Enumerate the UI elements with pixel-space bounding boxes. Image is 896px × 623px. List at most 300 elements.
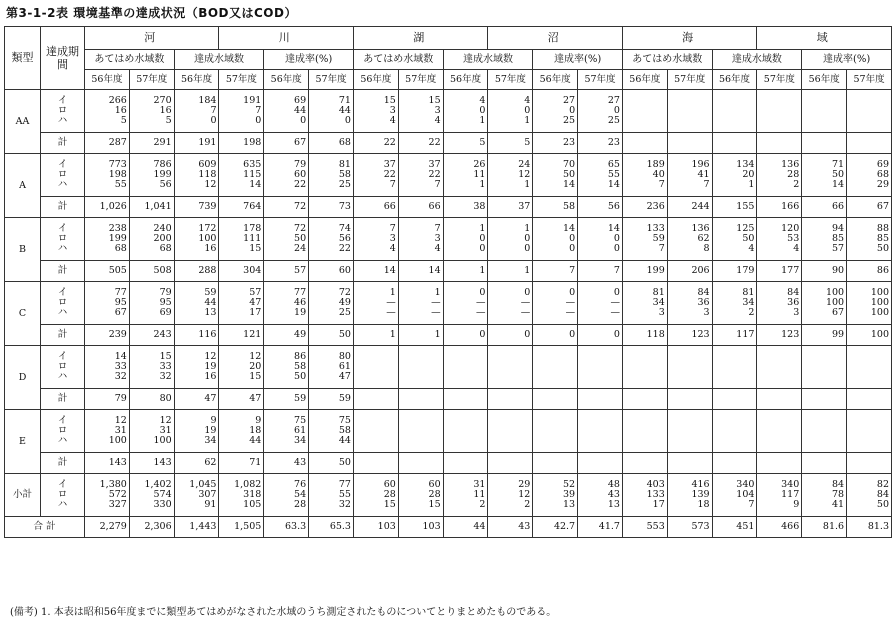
cell-value: 84 bbox=[787, 287, 800, 298]
cell-value: 111 bbox=[243, 233, 262, 244]
header-year: 56年度 bbox=[174, 70, 219, 90]
cell-value: 136 bbox=[691, 223, 710, 234]
cell-value: 12 bbox=[518, 489, 531, 500]
total-cell bbox=[443, 389, 488, 410]
period-cell bbox=[41, 218, 85, 261]
cell-value: 2 bbox=[479, 499, 486, 510]
cell-value: 0 bbox=[479, 233, 486, 244]
cell-value: 13 bbox=[204, 307, 217, 318]
cell-value: 7 bbox=[389, 223, 396, 234]
cell-value: 58 bbox=[338, 169, 351, 180]
cell-value: 4 bbox=[434, 115, 441, 126]
data-cell bbox=[622, 474, 667, 517]
cell-value: 14 bbox=[563, 179, 576, 190]
data-cell bbox=[174, 474, 219, 517]
total-cell: 50 bbox=[309, 325, 354, 346]
cell-value: 14 bbox=[831, 179, 845, 190]
data-cell bbox=[712, 410, 757, 453]
period-label: ハ bbox=[57, 371, 68, 382]
total-cell: 287 bbox=[85, 133, 130, 154]
total-cell: 7 bbox=[578, 261, 623, 282]
cell-value: 91 bbox=[204, 499, 217, 510]
cell-value: 15 bbox=[249, 371, 262, 382]
cell-value: 94 bbox=[831, 223, 845, 234]
cell-value: 62 bbox=[697, 233, 710, 244]
data-cell bbox=[622, 410, 667, 453]
data-cell bbox=[129, 218, 174, 261]
grand-total-cell: 42.7 bbox=[533, 517, 578, 538]
cell-value: 0 bbox=[210, 115, 217, 126]
data-cell bbox=[802, 474, 847, 517]
grand-total-cell: 1,443 bbox=[174, 517, 219, 538]
cell-value: 100 bbox=[153, 435, 172, 446]
cell-value: 78 bbox=[831, 489, 845, 500]
cell-value: 136 bbox=[781, 159, 800, 170]
grand-total-cell: 553 bbox=[622, 517, 667, 538]
cell-value: 100 bbox=[870, 287, 889, 298]
cell-value: 56 bbox=[338, 233, 351, 244]
cell-value: 1 bbox=[389, 287, 396, 298]
header-group: あてはめ水域数 bbox=[622, 50, 712, 70]
cell-value: 79 bbox=[294, 159, 307, 170]
type-cell: C bbox=[5, 282, 41, 346]
cell-value: 44 bbox=[204, 297, 217, 308]
cell-value: 340 bbox=[736, 479, 755, 490]
total-cell: 117 bbox=[712, 325, 757, 346]
cell-value: 1 bbox=[434, 287, 441, 298]
total-cell bbox=[667, 133, 712, 154]
data-cell bbox=[353, 218, 398, 261]
cell-value: 27 bbox=[607, 95, 620, 106]
header-year: 56年度 bbox=[802, 70, 847, 90]
total-cell: 239 bbox=[85, 325, 130, 346]
cell-value: 4 bbox=[389, 115, 396, 126]
total-cell bbox=[802, 389, 847, 410]
grand-total-cell: 43 bbox=[488, 517, 533, 538]
header-year: 56年度 bbox=[443, 70, 488, 90]
data-cell bbox=[85, 154, 130, 197]
period-label: イ bbox=[57, 95, 68, 106]
data-cell bbox=[847, 282, 892, 325]
cell-value: 2 bbox=[748, 307, 755, 318]
cell-value: 33 bbox=[159, 361, 172, 372]
cell-value: 20 bbox=[742, 169, 755, 180]
data-cell bbox=[578, 218, 623, 261]
period-cell bbox=[41, 410, 85, 453]
cell-value: 81 bbox=[338, 159, 351, 170]
cell-value: 14 bbox=[563, 223, 576, 234]
header-year: 57年度 bbox=[488, 70, 533, 90]
total-cell: 1,026 bbox=[85, 197, 130, 218]
cell-value: 7 bbox=[210, 105, 217, 116]
header-region: 湖 bbox=[353, 27, 487, 50]
cell-value: 69 bbox=[294, 95, 307, 106]
header-year: 57年度 bbox=[757, 70, 802, 90]
header-year: 57年度 bbox=[578, 70, 623, 90]
cell-value: 7 bbox=[434, 223, 441, 234]
cell-value: 59 bbox=[204, 287, 217, 298]
data-cell bbox=[667, 346, 712, 389]
cell-value: 0 bbox=[524, 105, 531, 116]
header-group: 達成率(%) bbox=[533, 50, 623, 70]
cell-value: 54 bbox=[294, 489, 307, 500]
data-cell bbox=[757, 474, 802, 517]
total-cell: 71 bbox=[219, 453, 264, 474]
period-label: イ bbox=[57, 351, 68, 362]
cell-value: 115 bbox=[243, 169, 262, 180]
data-cell bbox=[309, 90, 354, 133]
total-cell: 508 bbox=[129, 261, 174, 282]
data-cell bbox=[488, 474, 533, 517]
grand-total-cell: 63.3 bbox=[264, 517, 309, 538]
cell-value: 95 bbox=[159, 297, 172, 308]
cell-value: 74 bbox=[338, 223, 351, 234]
cell-value: 184 bbox=[198, 95, 217, 106]
total-cell: 123 bbox=[667, 325, 712, 346]
header-group: 達成水域数 bbox=[443, 50, 533, 70]
cell-value: 0 bbox=[613, 287, 620, 298]
data-cell bbox=[174, 154, 219, 197]
total-cell bbox=[667, 453, 712, 474]
cell-value: 118 bbox=[198, 169, 217, 180]
data-cell bbox=[667, 410, 712, 453]
cell-value: 3 bbox=[434, 105, 441, 116]
data-cell bbox=[264, 90, 309, 133]
cell-value: 7 bbox=[748, 499, 755, 510]
total-cell: 58 bbox=[533, 197, 578, 218]
grand-total-cell: 41.7 bbox=[578, 517, 623, 538]
cell-value: 318 bbox=[243, 489, 262, 500]
total-cell: 198 bbox=[219, 133, 264, 154]
cell-value: 12 bbox=[518, 169, 531, 180]
header-year: 56年度 bbox=[264, 70, 309, 90]
total-cell bbox=[488, 453, 533, 474]
total-cell: 49 bbox=[264, 325, 309, 346]
cell-value: 85 bbox=[831, 233, 845, 244]
cell-value: 52 bbox=[563, 479, 576, 490]
total-cell: 1 bbox=[353, 325, 398, 346]
cell-value: 134 bbox=[736, 159, 755, 170]
total-cell: 14 bbox=[398, 261, 443, 282]
cell-value: 9 bbox=[255, 415, 262, 426]
cell-value: 12 bbox=[204, 351, 217, 362]
cell-value: 60 bbox=[383, 479, 396, 490]
total-cell: 177 bbox=[757, 261, 802, 282]
cell-value: 84 bbox=[697, 287, 710, 298]
cell-value: 44 bbox=[338, 435, 351, 446]
data-cell bbox=[264, 346, 309, 389]
total-cell: 47 bbox=[174, 389, 219, 410]
data-cell bbox=[85, 90, 130, 133]
total-cell: 80 bbox=[129, 389, 174, 410]
total-cell: 43 bbox=[264, 453, 309, 474]
total-cell: 179 bbox=[712, 261, 757, 282]
cell-value: 19 bbox=[204, 361, 217, 372]
total-cell: 22 bbox=[398, 133, 443, 154]
cell-value: 270 bbox=[153, 95, 172, 106]
header-group: 達成率(%) bbox=[264, 50, 354, 70]
cell-value: 0 bbox=[524, 233, 531, 244]
header-group: 達成水域数 bbox=[174, 50, 264, 70]
data-cell bbox=[443, 90, 488, 133]
data-cell bbox=[398, 346, 443, 389]
total-cell: 38 bbox=[443, 197, 488, 218]
total-cell bbox=[443, 453, 488, 474]
cell-value: 36 bbox=[787, 297, 800, 308]
data-cell bbox=[264, 474, 309, 517]
total-cell: 99 bbox=[802, 325, 847, 346]
header-group: あてはめ水域数 bbox=[85, 50, 175, 70]
grand-total-cell: 1,505 bbox=[219, 517, 264, 538]
cell-value: 29 bbox=[876, 179, 889, 190]
type-cell: B bbox=[5, 218, 41, 282]
period-cell bbox=[41, 474, 85, 517]
period-label: ロ bbox=[57, 105, 68, 116]
data-cell bbox=[533, 410, 578, 453]
cell-value: 31 bbox=[159, 425, 172, 436]
grand-total-cell: 573 bbox=[667, 517, 712, 538]
cell-value: — bbox=[565, 307, 576, 318]
footnote: (備考) 1. 本表は昭和56年度までに類型あてはめがなされた水域のうち測定されたものについてとりまとめたものである。 bbox=[10, 607, 557, 618]
total-cell: 57 bbox=[264, 261, 309, 282]
cell-value: 53 bbox=[787, 233, 800, 244]
cell-value: 60 bbox=[428, 479, 441, 490]
cell-value: 50 bbox=[294, 371, 307, 382]
cell-value: 266 bbox=[108, 95, 127, 106]
total-cell: 37 bbox=[488, 197, 533, 218]
total-cell: 73 bbox=[309, 197, 354, 218]
cell-value: 4 bbox=[748, 243, 755, 254]
cell-value: 0 bbox=[479, 243, 486, 254]
cell-value: 68 bbox=[114, 243, 127, 254]
data-cell bbox=[219, 218, 264, 261]
cell-value: 196 bbox=[691, 159, 710, 170]
cell-value: 55 bbox=[607, 169, 620, 180]
total-cell: 304 bbox=[219, 261, 264, 282]
cell-value: 8 bbox=[703, 243, 710, 254]
total-cell: 59 bbox=[309, 389, 354, 410]
data-cell bbox=[174, 90, 219, 133]
header-year: 56年度 bbox=[622, 70, 667, 90]
cell-value: 71 bbox=[831, 159, 845, 170]
cell-value: 100 bbox=[870, 297, 889, 308]
cell-value: 40 bbox=[652, 169, 665, 180]
cell-value: 3 bbox=[389, 233, 396, 244]
header-year: 57年度 bbox=[309, 70, 354, 90]
cell-value: 1,380 bbox=[99, 479, 127, 490]
data-cell bbox=[533, 154, 578, 197]
header-group: あてはめ水域数 bbox=[353, 50, 443, 70]
data-cell bbox=[309, 346, 354, 389]
total-cell: 5 bbox=[488, 133, 533, 154]
cell-value: 16 bbox=[114, 105, 127, 116]
data-cell bbox=[443, 154, 488, 197]
total-cell: 0 bbox=[443, 325, 488, 346]
cell-value: 75 bbox=[294, 415, 307, 426]
data-cell bbox=[802, 218, 847, 261]
cell-value: — bbox=[431, 297, 441, 308]
header-year: 57年度 bbox=[667, 70, 712, 90]
cell-value: 46 bbox=[294, 297, 307, 308]
total-cell: 0 bbox=[578, 325, 623, 346]
data-cell bbox=[129, 474, 174, 517]
cell-value: 25 bbox=[338, 307, 351, 318]
total-cell bbox=[757, 453, 802, 474]
cell-value: 19 bbox=[204, 425, 217, 436]
cell-value: 1 bbox=[479, 223, 486, 234]
total-cell: 56 bbox=[578, 197, 623, 218]
data-cell bbox=[622, 218, 667, 261]
cell-value: 28 bbox=[383, 489, 396, 500]
total-cell bbox=[757, 389, 802, 410]
cell-value: 34 bbox=[294, 435, 307, 446]
data-cell bbox=[353, 282, 398, 325]
period-cell bbox=[41, 90, 85, 133]
total-cell: 123 bbox=[757, 325, 802, 346]
data-cell bbox=[488, 282, 533, 325]
total-cell bbox=[847, 453, 892, 474]
cell-value: 7 bbox=[703, 179, 710, 190]
cell-value: 43 bbox=[607, 489, 620, 500]
period-label: ハ bbox=[57, 179, 68, 190]
data-cell bbox=[488, 90, 533, 133]
data-cell bbox=[85, 346, 130, 389]
data-cell bbox=[712, 474, 757, 517]
cell-value: 61 bbox=[294, 425, 307, 436]
period-label: イ bbox=[57, 415, 68, 426]
data-table bbox=[4, 26, 892, 538]
cell-value: 24 bbox=[294, 243, 307, 254]
total-cell: 143 bbox=[85, 453, 130, 474]
header-year: 56年度 bbox=[85, 70, 130, 90]
cell-value: 16 bbox=[159, 105, 172, 116]
cell-value: 0 bbox=[524, 243, 531, 254]
data-cell bbox=[712, 346, 757, 389]
cell-value: 50 bbox=[294, 233, 307, 244]
data-cell bbox=[578, 282, 623, 325]
cell-value: 88 bbox=[876, 223, 889, 234]
total-cell bbox=[533, 389, 578, 410]
grand-total-cell: 44 bbox=[443, 517, 488, 538]
cell-value: 15 bbox=[249, 243, 262, 254]
table-title: 第3-1-2表 環境基準の達成状況（BOD又はCOD） bbox=[6, 6, 297, 20]
cell-value: 0 bbox=[569, 233, 576, 244]
cell-value: 70 bbox=[563, 159, 576, 170]
data-cell bbox=[309, 154, 354, 197]
data-cell bbox=[578, 90, 623, 133]
total-cell bbox=[622, 453, 667, 474]
cell-value: 100 bbox=[108, 435, 127, 446]
cell-value: 36 bbox=[697, 297, 710, 308]
cell-value: 773 bbox=[108, 159, 127, 170]
header-year: 57年度 bbox=[398, 70, 443, 90]
total-cell: 59 bbox=[264, 389, 309, 410]
period-label: ハ bbox=[57, 115, 68, 126]
cell-value: 48 bbox=[607, 479, 620, 490]
cell-value: 104 bbox=[736, 489, 755, 500]
cell-value: 9 bbox=[210, 415, 217, 426]
total-cell: 118 bbox=[622, 325, 667, 346]
cell-value: 15 bbox=[159, 351, 172, 362]
cell-value: 125 bbox=[736, 223, 755, 234]
period-label: ハ bbox=[57, 435, 68, 446]
cell-value: 16 bbox=[204, 371, 217, 382]
cell-value: 84 bbox=[831, 479, 845, 490]
header-year: 56年度 bbox=[353, 70, 398, 90]
total-cell: 79 bbox=[85, 389, 130, 410]
cell-value: 17 bbox=[249, 307, 262, 318]
total-cell: 121 bbox=[219, 325, 264, 346]
data-cell bbox=[129, 346, 174, 389]
total-label: 計 bbox=[41, 133, 85, 154]
type-cell: 小計 bbox=[5, 474, 41, 517]
cell-value: 403 bbox=[646, 479, 665, 490]
cell-value: 574 bbox=[153, 489, 172, 500]
data-cell bbox=[443, 346, 488, 389]
data-cell bbox=[85, 410, 130, 453]
total-cell: 72 bbox=[264, 197, 309, 218]
cell-value: 327 bbox=[108, 499, 127, 510]
cell-value: 15 bbox=[383, 95, 396, 106]
total-label: 計 bbox=[41, 197, 85, 218]
data-cell bbox=[353, 410, 398, 453]
cell-value: 34 bbox=[652, 297, 665, 308]
data-cell bbox=[309, 474, 354, 517]
cell-value: 44 bbox=[249, 435, 262, 446]
cell-value: 28 bbox=[428, 489, 441, 500]
cell-value: 71 bbox=[338, 95, 351, 106]
cell-value: 1 bbox=[479, 179, 486, 190]
cell-value: 178 bbox=[243, 223, 262, 234]
cell-value: 84 bbox=[876, 489, 889, 500]
grand-total-cell: 2,306 bbox=[129, 517, 174, 538]
header-group: 達成水域数 bbox=[712, 50, 802, 70]
cell-value: 0 bbox=[613, 233, 620, 244]
cell-value: 3 bbox=[389, 105, 396, 116]
data-cell bbox=[757, 282, 802, 325]
total-cell bbox=[712, 453, 757, 474]
header-region: 沼 bbox=[488, 27, 622, 50]
header-year: 56年度 bbox=[533, 70, 578, 90]
total-cell bbox=[802, 453, 847, 474]
cell-value: 105 bbox=[243, 499, 262, 510]
cell-value: 238 bbox=[108, 223, 127, 234]
cell-value: 72 bbox=[294, 223, 307, 234]
data-cell bbox=[622, 282, 667, 325]
cell-value: 15 bbox=[428, 499, 441, 510]
total-cell bbox=[712, 133, 757, 154]
cell-value: 41 bbox=[831, 499, 845, 510]
total-cell: 5 bbox=[443, 133, 488, 154]
cell-value: 41 bbox=[697, 169, 710, 180]
cell-value: 340 bbox=[781, 479, 800, 490]
cell-value: 0 bbox=[479, 287, 486, 298]
cell-value: 15 bbox=[383, 499, 396, 510]
cell-value: 26 bbox=[473, 159, 486, 170]
cell-value: 199 bbox=[153, 169, 172, 180]
cell-value: 7 bbox=[658, 243, 665, 254]
period-label: ハ bbox=[57, 307, 68, 318]
cell-value: 95 bbox=[114, 297, 127, 308]
cell-value: 25 bbox=[563, 115, 576, 126]
total-cell bbox=[353, 453, 398, 474]
cell-value: 22 bbox=[338, 243, 351, 254]
cell-value: 39 bbox=[563, 489, 576, 500]
total-cell: 90 bbox=[802, 261, 847, 282]
header-group: 達成率(%) bbox=[802, 50, 892, 70]
total-cell: 0 bbox=[488, 325, 533, 346]
data-cell bbox=[398, 154, 443, 197]
